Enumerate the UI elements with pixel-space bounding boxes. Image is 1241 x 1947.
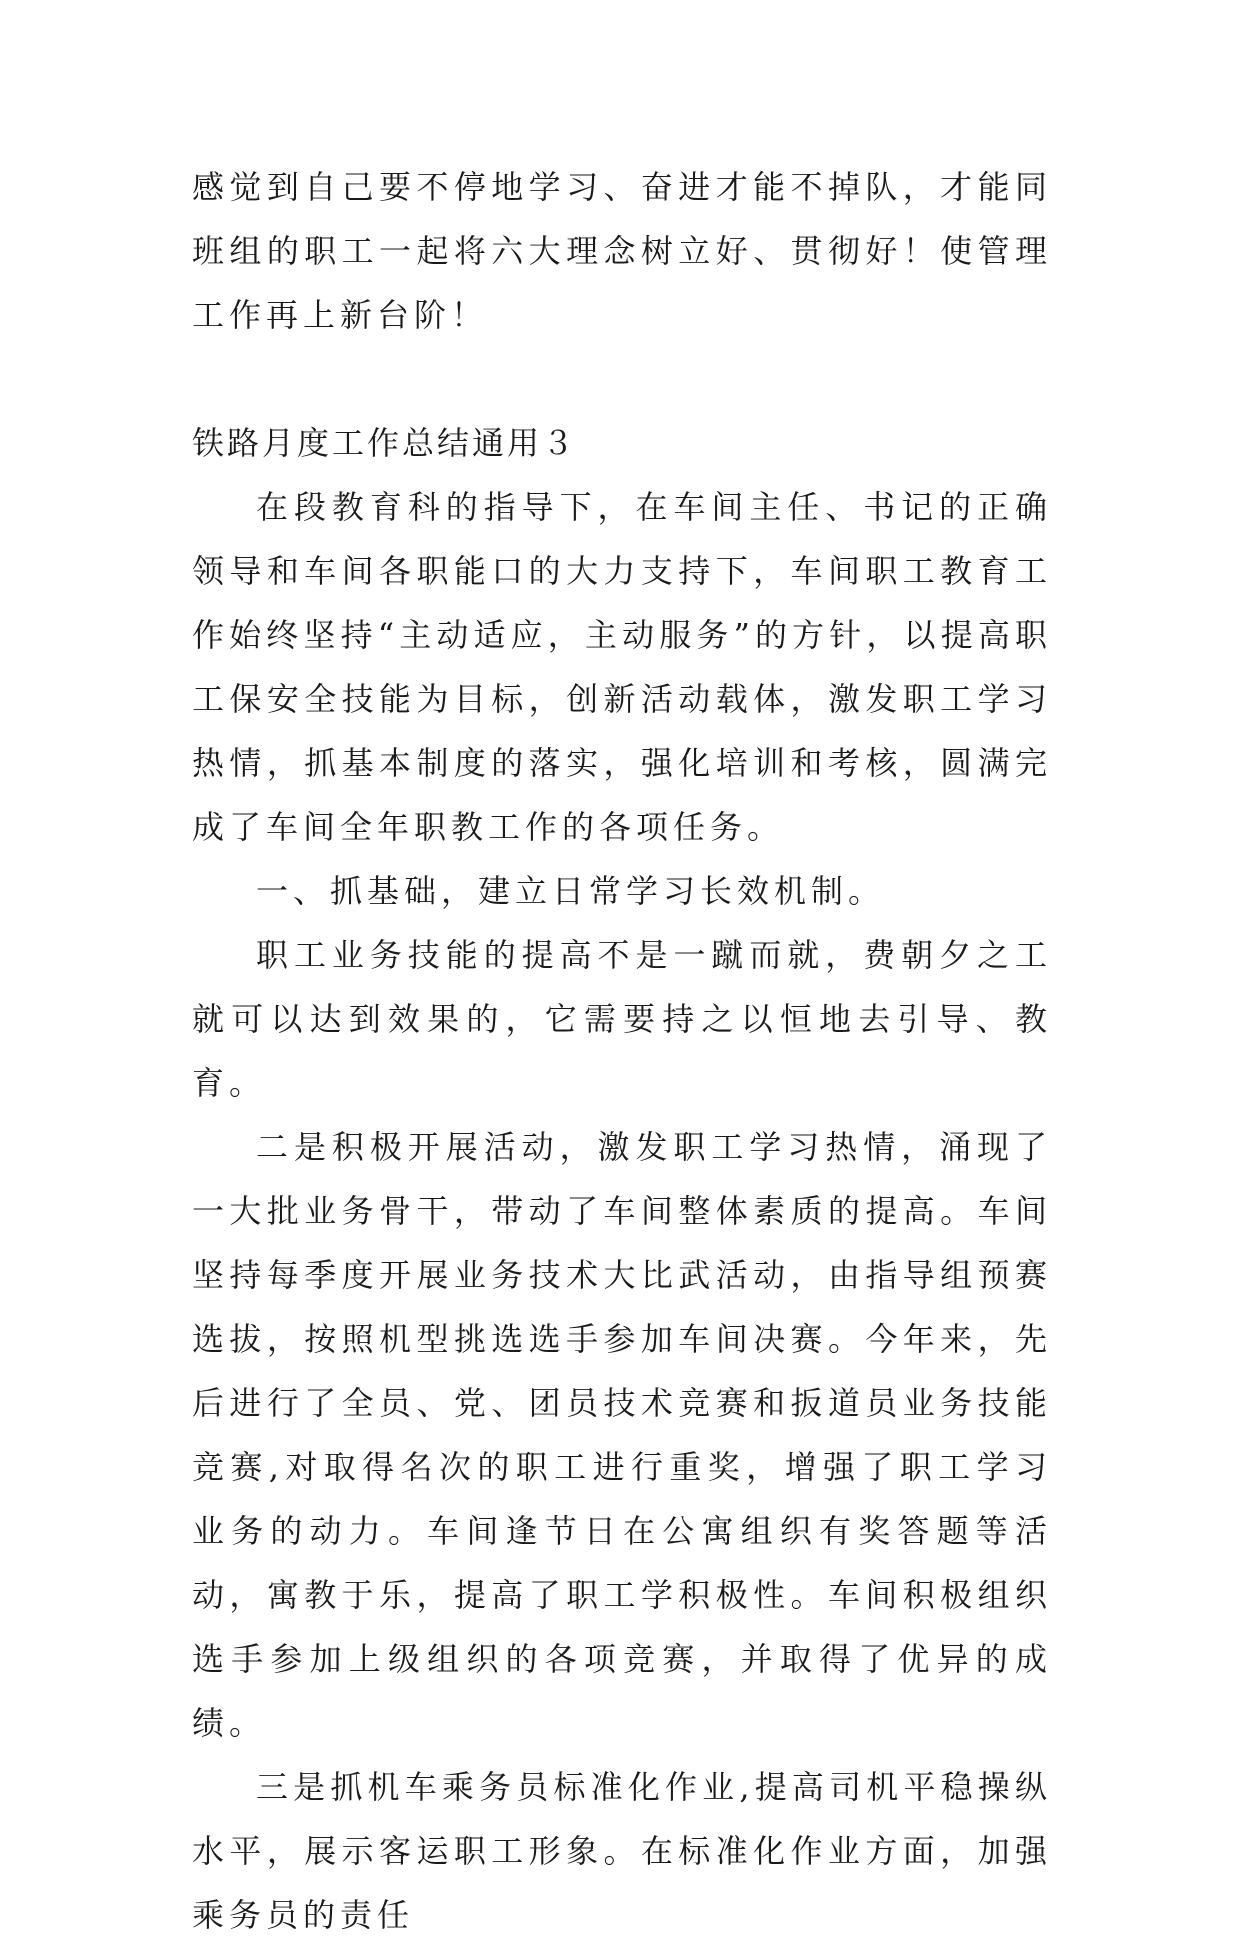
paragraph-continued: 感觉到自己要不停地学习、奋进才能不掉队，才能同班组的职工一起将六大理念树立好、贯彻好！使管理工作再上新台阶！ [192, 168, 1052, 334]
paragraph-heading-one: 一、抓基础，建立日常学习长效机制。 [256, 872, 886, 910]
document-body [192, 155, 1052, 1947]
section-title: 铁路月度工作总结通用３ [192, 424, 578, 462]
paragraph-skills: 职工业务技能的提高不是一蹴而就，费朝夕之工就可以达到效果的，它需要持之以恒地去引导、教育。 [192, 936, 1052, 1102]
paragraph-standardization: 三是抓机车乘务员标准化作业,提高司机平稳操纵水平，展示客运职工形象。在标准化作业方面，加强乘务员的责任 [192, 1768, 1052, 1934]
paragraph-intro: 在段教育科的指导下，在车间主任、书记的正确领导和车间各职能口的大力支持下，车间职工教育工作始终坚持“主动适应，主动服务”的方针，以提高职工保安全技能为目标，创新活动载体，激发职工学习热情，抓基本制度的落实，强化培训和考核，圆满完成了车间全年职教工作的各项任务。 [192, 488, 1052, 846]
paragraph-activities: 二是积极开展活动，激发职工学习热情，涌现了一大批业务骨干，带动了车间整体素质的提高。车间坚持每季度开展业务技术大比武活动，由指导组预赛选拔，按照机型挑选选手参加车间决赛。今年来，先后进行了全员、党、团员技术竞赛和扳道员业务技能竞赛,对取得名次的职工进行重奖，增强了职工学习业务的动力。车间逢节日在公寓组织有奖答题等活动，寓教于乐，提高了职工学积极性。车间积极组织选手参加上级组织的各项竞赛，并取得了优异的成绩。 [192, 1128, 1052, 1742]
